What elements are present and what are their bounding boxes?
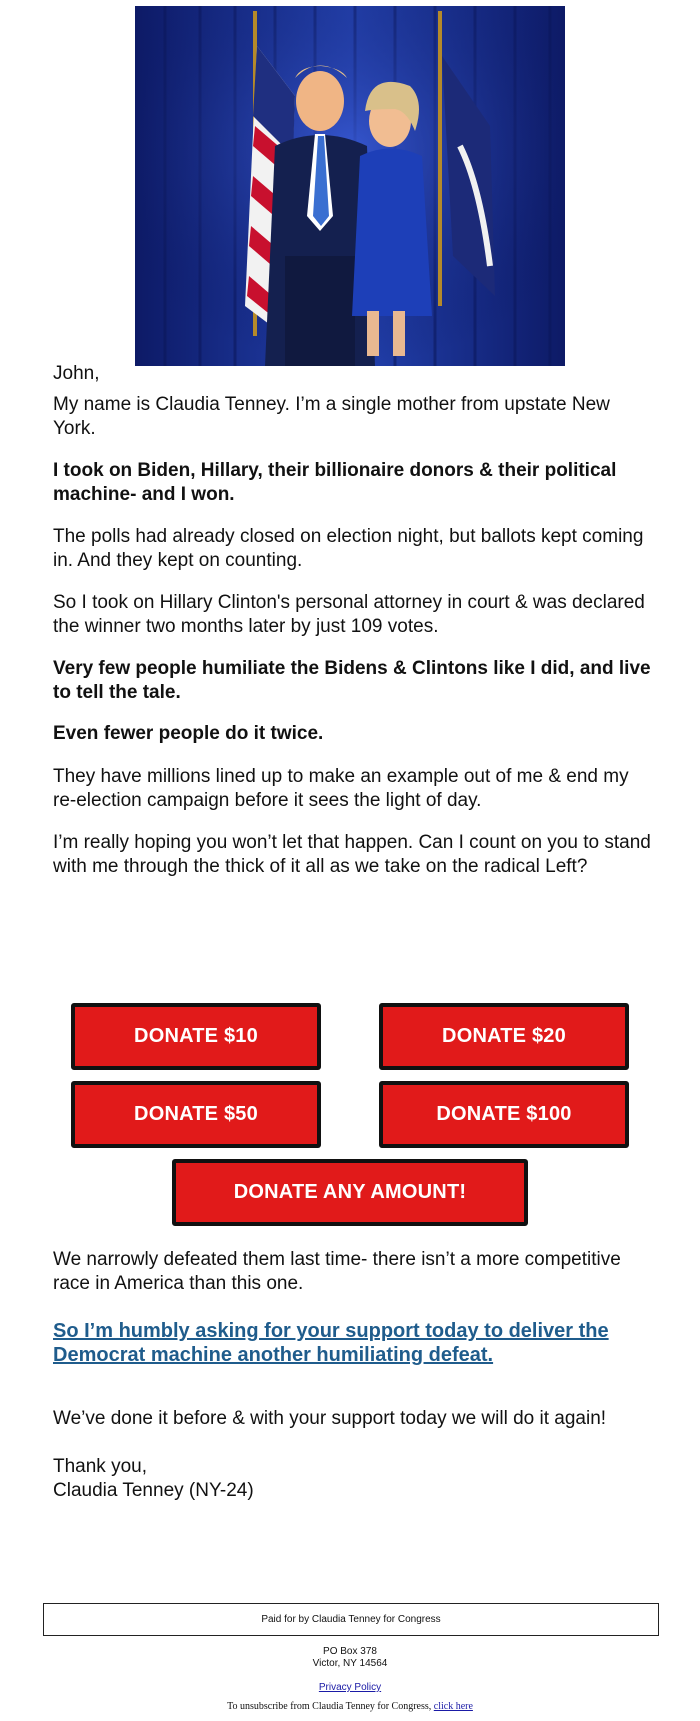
address-block — [0, 1646, 700, 1670]
paragraph-text: I took on Biden, Hillary, their billionaire donors & their political machine- and I won. — [53, 460, 617, 505]
paragraph-bold-won — [53, 459, 653, 507]
address-line-2: Victor, NY 14564 — [312, 1658, 388, 1669]
donate-50-button[interactable]: DONATE $50 — [71, 1081, 321, 1148]
paragraph-text: The polls had already closed on election night, but ballots kept coming in. And they kept on counting. — [53, 526, 644, 571]
signature: Claudia Tenney (NY-24) — [53, 1480, 254, 1501]
paragraph-bold-twice — [53, 722, 653, 746]
support-link-block — [53, 1319, 653, 1367]
paragraph-narrowly — [53, 1248, 653, 1296]
unsubscribe-text: To unsubscribe from Claudia Tenney for Congress, — [227, 1701, 432, 1712]
hero-photo — [135, 6, 565, 366]
signoff: Thank you, — [53, 1456, 147, 1477]
unsubscribe-row — [0, 1701, 700, 1713]
paragraph-text: Very few people humiliate the Bidens & Clintons like I did, and live to tell the tale. — [53, 658, 651, 703]
paragraph-hoping — [53, 831, 653, 879]
paragraph-intro — [53, 393, 653, 441]
paragraph-millions — [53, 765, 653, 813]
paragraph-text: Even fewer people do it twice. — [53, 723, 324, 744]
donate-100-button[interactable]: DONATE $100 — [379, 1081, 629, 1148]
address-line-1: PO Box 378 — [323, 1646, 377, 1657]
paragraph-bold-humiliate — [53, 657, 653, 705]
paragraph-again — [53, 1407, 653, 1431]
donate-10-button[interactable]: DONATE $10 — [71, 1003, 321, 1070]
paragraph-text: We narrowly defeated them last time- there isn’t a more competitive race in America than this one. — [53, 1249, 621, 1294]
unsubscribe-link[interactable]: click here — [433, 1701, 473, 1712]
paragraph-text: They have millions lined up to make an example out of me & end my re-election campaign before it sees the light of day. — [53, 766, 629, 811]
donate-20-button[interactable]: DONATE $20 — [379, 1003, 629, 1070]
paragraph-text: We’ve done it before & with your support today we will do it again! — [53, 1408, 607, 1429]
privacy-policy-link[interactable]: Privacy Policy — [318, 1682, 382, 1693]
donate-any-amount-button[interactable]: DONATE ANY AMOUNT! — [172, 1159, 528, 1226]
paragraph-text: I’m really hoping you won’t let that happen. Can I count on you to stand with me through the thick of it all as we take on the radical Left? — [53, 832, 651, 877]
privacy-row — [0, 1682, 700, 1694]
paragraph-text: My name is Claudia Tenney. I’m a single mother from upstate New York. — [53, 394, 610, 439]
paragraph-text: So I took on Hillary Clinton's personal attorney in court & was declared the winner two months later by just 109 votes. — [53, 592, 645, 637]
signoff-block — [53, 1455, 653, 1503]
greeting — [53, 362, 653, 386]
paid-for-box — [43, 1603, 659, 1636]
paragraph-court — [53, 591, 653, 639]
paid-for-text: Paid for by Claudia Tenney for Congress — [261, 1614, 441, 1625]
paragraph-polls — [53, 525, 653, 573]
support-link[interactable]: So I’m humbly asking for your support today to deliver the Democrat machine another humiliating defeat. — [53, 1320, 609, 1366]
greeting-text: John, — [53, 363, 100, 384]
